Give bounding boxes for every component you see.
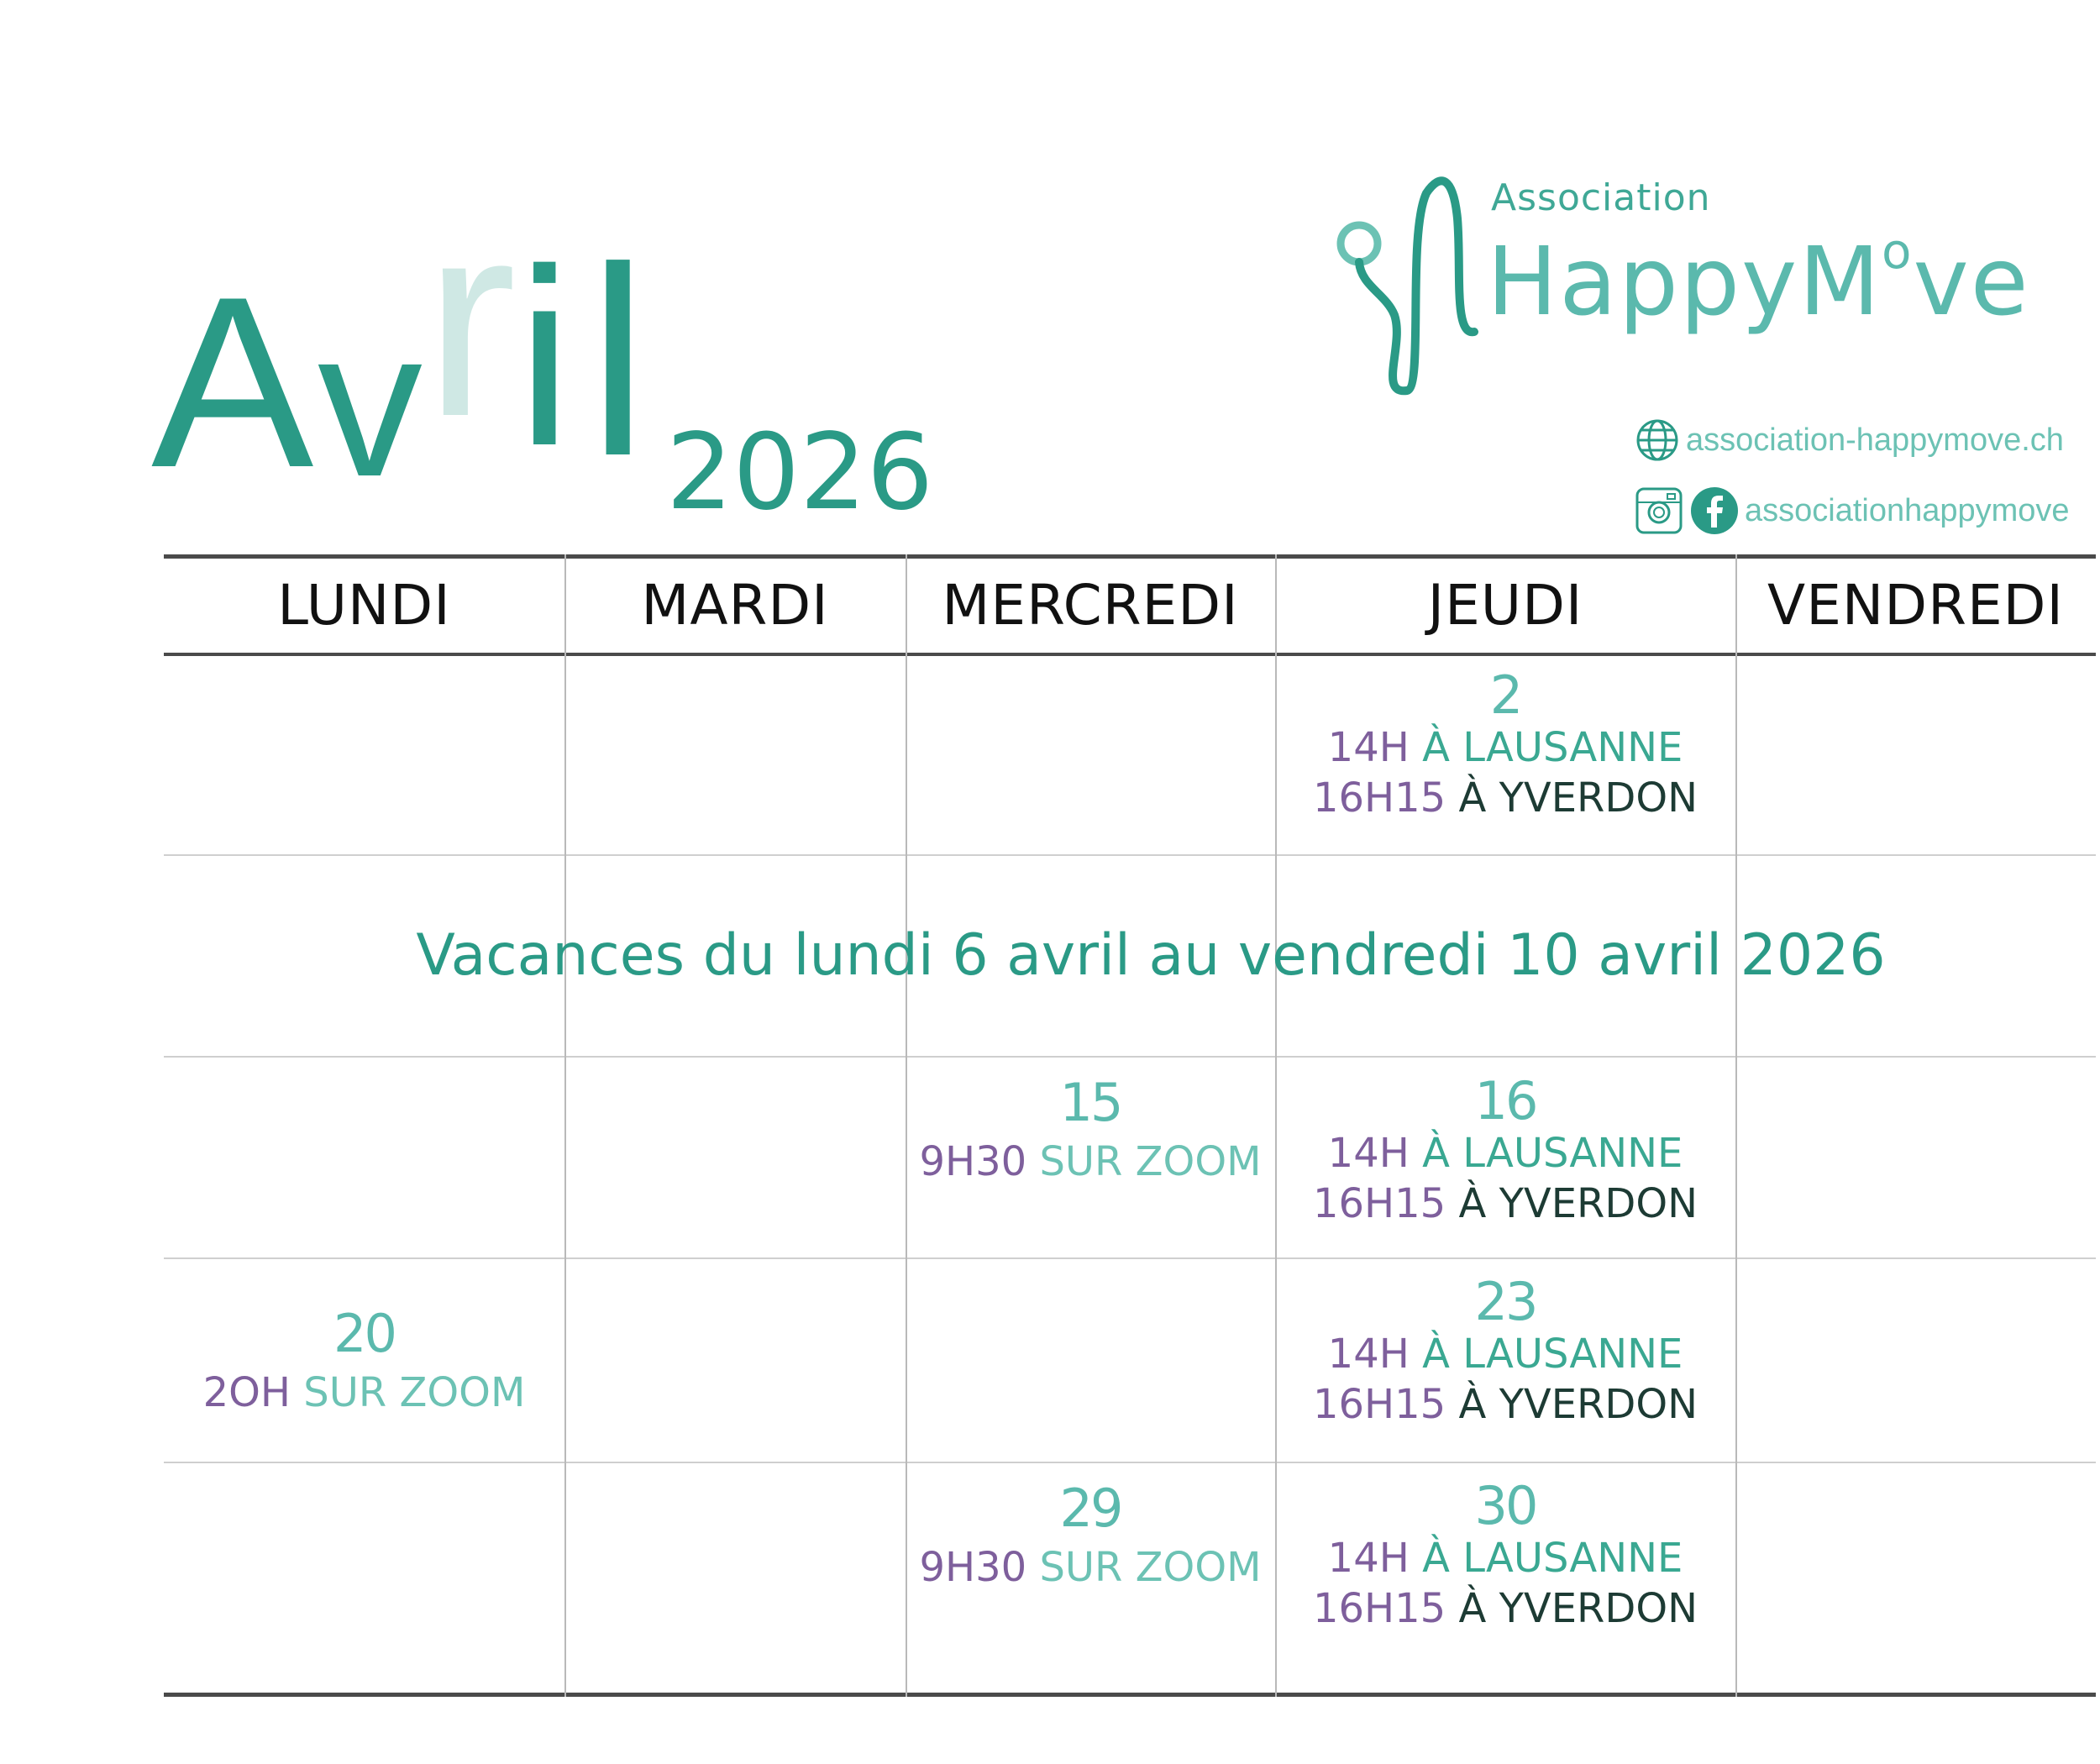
happymove-logo: [1327, 168, 2083, 420]
header-mercredi: MERCREDI: [942, 572, 1239, 638]
cell-thu-30: [1275, 1475, 1735, 1634]
event-time: 9H30: [919, 1138, 1027, 1186]
day-number: 30: [1474, 1475, 1536, 1536]
event-time: 2OH: [202, 1369, 291, 1417]
event-time: 16H15: [1312, 1180, 1446, 1228]
logo-name-part2: ve: [1913, 228, 2030, 337]
header-mardi: MARDI: [641, 572, 829, 638]
day-number: 2: [1489, 664, 1521, 726]
event-lausanne: [1328, 1533, 1683, 1583]
facebook-icon: [1689, 486, 1740, 536]
column-divider: [564, 554, 566, 1697]
website-url[interactable]: association-happymove.ch: [1686, 422, 2064, 458]
day-number: 15: [1059, 1072, 1121, 1133]
event-zoom: [203, 1368, 526, 1418]
social-contact[interactable]: [1634, 486, 2070, 536]
header-lundi: LUNDI: [277, 572, 451, 638]
website-contact[interactable]: [1634, 417, 2064, 464]
day-number: 29: [1059, 1478, 1121, 1539]
event-time: 16H15: [1312, 774, 1446, 822]
event-zoom: [919, 1542, 1261, 1593]
cell-mon-20: [164, 1303, 564, 1418]
event-yverdon: [1313, 1583, 1698, 1634]
event-location: À LAUSANNE: [1422, 1130, 1683, 1178]
event-time: 14H: [1327, 1130, 1410, 1178]
holiday-banner: Vacances du lundi 6 avril au vendredi 10 avril 2026: [416, 921, 1886, 989]
row-divider: [164, 1257, 2096, 1259]
event-location: À LAUSANNE: [1422, 724, 1683, 772]
event-location: À YVERDON: [1458, 1381, 1698, 1429]
cell-wed-29: [906, 1478, 1275, 1593]
logo-name-part1: HappyM: [1487, 228, 1882, 337]
event-yverdon: [1313, 1179, 1698, 1229]
event-time: 16H15: [1312, 1585, 1446, 1633]
event-lausanne: [1328, 722, 1683, 773]
event-location: SUR ZOOM: [1039, 1544, 1262, 1592]
logo-association-text: Association: [1491, 176, 1711, 219]
event-location: À YVERDON: [1458, 1585, 1698, 1633]
title-year: 2026: [666, 412, 934, 533]
globe-icon: [1634, 417, 1681, 464]
event-zoom: [919, 1137, 1261, 1187]
event-location: À LAUSANNE: [1422, 1331, 1683, 1378]
day-number: 16: [1474, 1070, 1536, 1131]
event-time: 14H: [1327, 724, 1410, 772]
event-lausanne: [1328, 1128, 1683, 1179]
event-time: 16H15: [1312, 1381, 1446, 1429]
event-time: 14H: [1327, 1535, 1410, 1583]
event-lausanne: [1328, 1329, 1683, 1379]
row-divider: [164, 1462, 2096, 1463]
event-yverdon: [1313, 773, 1698, 823]
title-letter-l: l: [588, 211, 648, 512]
event-time: 9H30: [919, 1544, 1027, 1592]
header-jeudi: JEUDI: [1427, 572, 1583, 638]
social-handle[interactable]: associationhappymove: [1745, 492, 2070, 528]
title-letter-i: i: [517, 216, 573, 498]
day-number: 20: [333, 1303, 395, 1364]
event-location: À YVERDON: [1458, 1180, 1698, 1228]
logo-name: [1487, 223, 2030, 337]
event-location: À YVERDON: [1458, 774, 1698, 822]
header-vendredi: VENDREDI: [1767, 572, 2064, 638]
event-location: SUR ZOOM: [303, 1369, 526, 1417]
logo-name-o: o: [1881, 223, 1914, 280]
cell-thu-2: [1275, 664, 1735, 823]
column-divider: [1735, 554, 1737, 1697]
title-letter-a: A: [151, 246, 314, 518]
month-title: [0, 0, 934, 538]
cell-wed-15: [906, 1072, 1275, 1187]
day-number: 23: [1474, 1271, 1536, 1332]
instagram-icon: [1634, 486, 1684, 536]
cell-thu-23: [1275, 1271, 1735, 1430]
title-letter-v: v: [318, 286, 423, 520]
event-location: SUR ZOOM: [1039, 1138, 1262, 1186]
event-time: 14H: [1327, 1331, 1410, 1378]
cell-thu-16: [1275, 1070, 1735, 1229]
row-divider: [164, 1056, 2096, 1058]
event-yverdon: [1313, 1379, 1698, 1430]
wave-icon: [1327, 168, 1495, 412]
event-location: À LAUSANNE: [1422, 1535, 1683, 1583]
calendar-grid: [164, 554, 2096, 1697]
calendar-bottom-border: [164, 1693, 2096, 1697]
title-letter-r: r: [424, 164, 517, 474]
